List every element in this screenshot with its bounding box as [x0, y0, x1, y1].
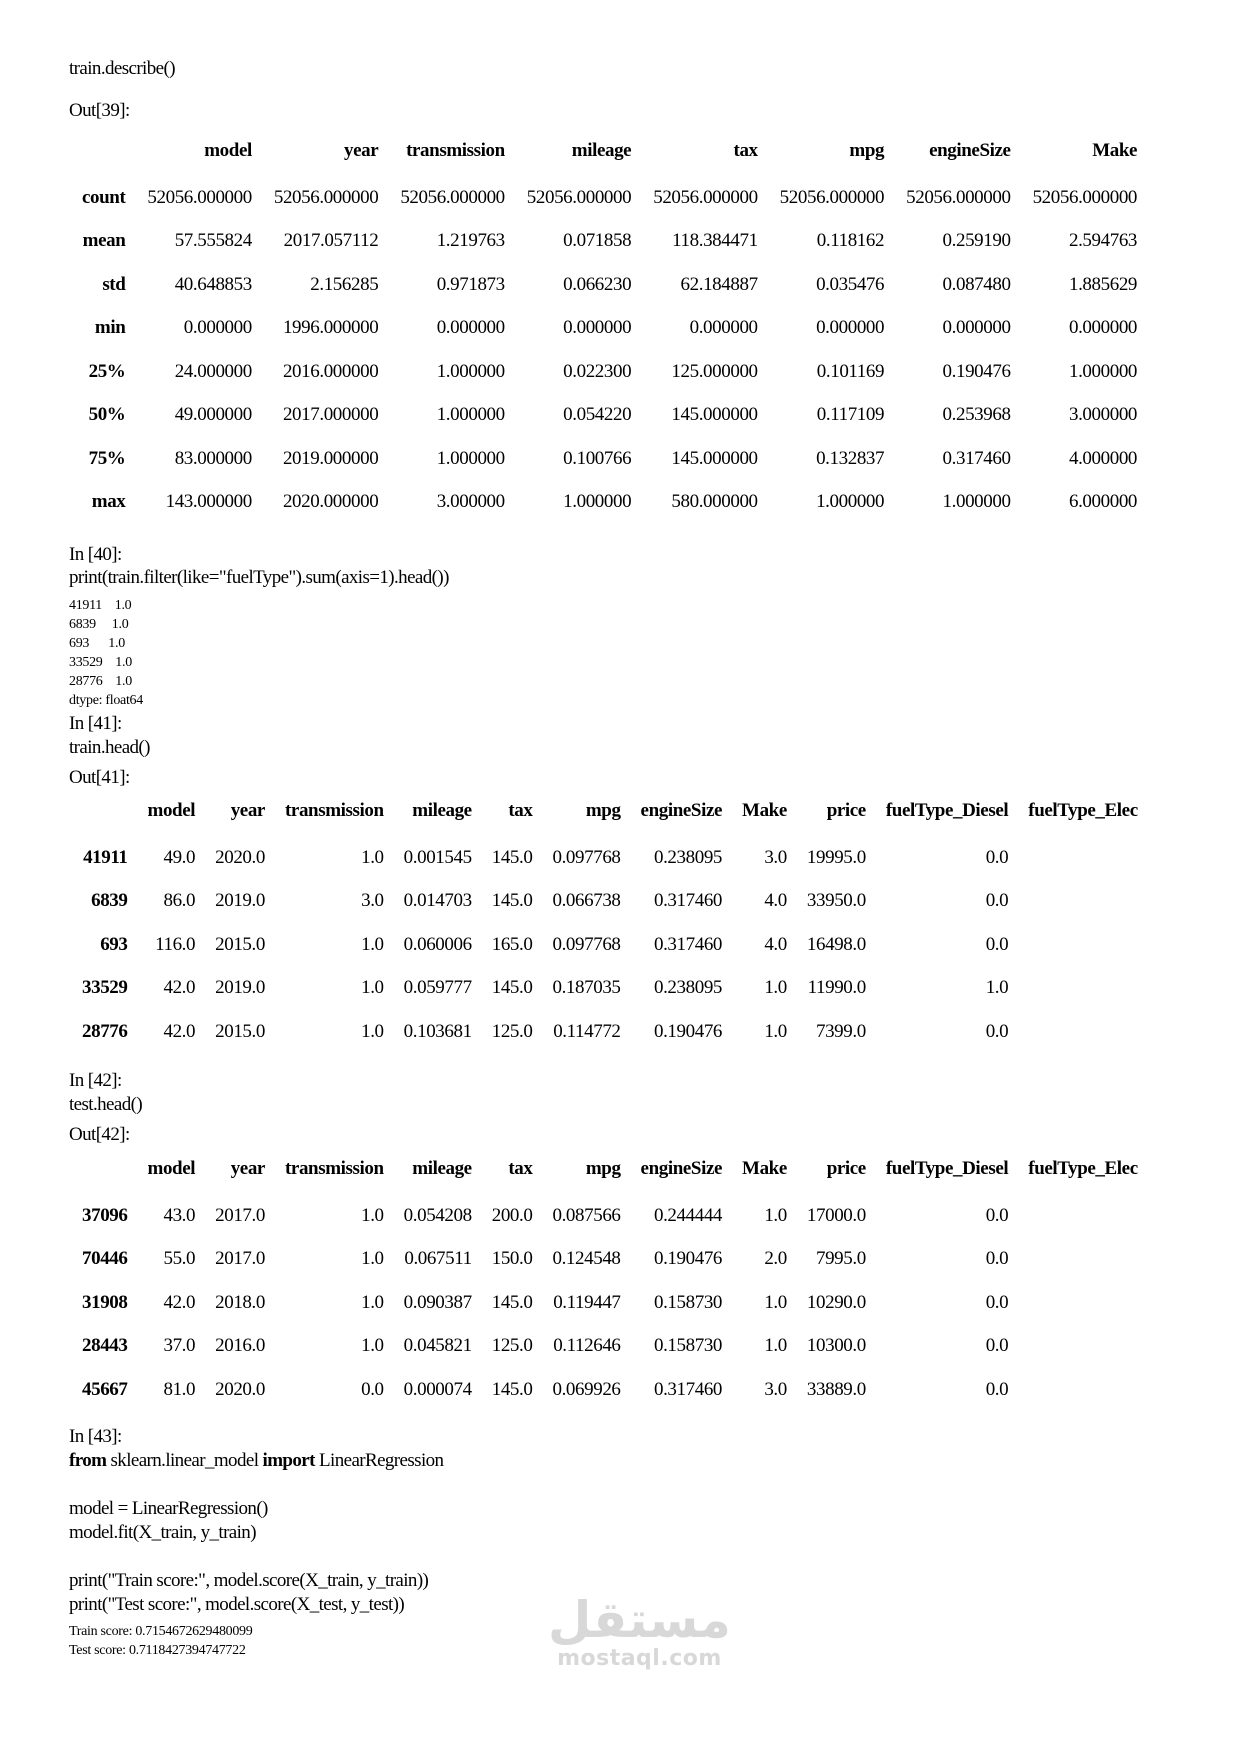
table-cell: 0.000000	[942, 317, 1011, 339]
table-cell: 0.158730	[653, 1335, 723, 1357]
table-cell: 1.0	[764, 1204, 787, 1226]
code-model-init: model = LinearRegression()	[69, 1498, 268, 1519]
table-cell: 0.066230	[563, 273, 632, 295]
table-cell: 0.071858	[563, 230, 632, 252]
table-cell: 145.0	[491, 846, 533, 868]
table-cell: 1.000000	[436, 447, 505, 469]
table-cell: 118.384471	[672, 230, 758, 252]
table-cell: 52056.000000	[653, 186, 758, 208]
column-header: year	[230, 800, 265, 821]
table-cell: 2020.0	[215, 846, 265, 868]
table-cell: 55.0	[163, 1248, 196, 1270]
table-cell: 0.000000	[436, 317, 505, 339]
table-cell	[1014, 1281, 1144, 1325]
table-cell: 1.219763	[436, 230, 505, 252]
table-cell	[1014, 1194, 1144, 1238]
table-cell: 2019.0	[215, 977, 265, 999]
column-header: fuelType_Diesel	[885, 1158, 1009, 1179]
table-cell: 43.0	[163, 1204, 196, 1226]
table-cell: 1.0	[361, 1020, 384, 1042]
row-index: mean	[82, 230, 126, 252]
table-cell: 1.0	[361, 933, 384, 955]
in-prompt-42: In [42]:	[69, 1070, 122, 1091]
table-cell: 2.0	[764, 1248, 787, 1270]
table-cell: 145.0	[491, 890, 533, 912]
table-cell: 0.244444	[653, 1204, 723, 1226]
table-cell: 10290.0	[806, 1291, 866, 1313]
table-cell: 52056.000000	[779, 186, 885, 208]
table-cell: 0.158730	[653, 1291, 723, 1313]
table-cell: 0.0	[985, 1204, 1009, 1226]
table-cell: 0.000000	[689, 317, 758, 339]
code-filter-sum: print(train.filter(like="fuelType").sum(axis=1).head())	[69, 567, 449, 588]
table-cell: 1.000000	[1068, 360, 1138, 382]
code-describe: train.describe()	[69, 58, 175, 79]
table-cell	[1014, 1325, 1144, 1369]
table-cell: 40.648853	[174, 273, 252, 295]
table-cell: 0.097768	[552, 846, 621, 868]
output-test-score: Test score: 0.7118427394747722	[69, 1643, 246, 1658]
table-cell	[1014, 1368, 1144, 1412]
table-cell: 116.0	[155, 933, 196, 955]
table-cell: 0.054220	[563, 404, 632, 426]
table-cell: 143.000000	[165, 491, 252, 513]
column-header: fuelType_Diesel	[885, 800, 1009, 821]
code-model-fit: model.fit(X_train, y_train)	[69, 1522, 256, 1543]
table-cell: 0.060006	[403, 933, 472, 955]
table-cell: 2017.0	[215, 1248, 265, 1270]
code-print-train: print("Train score:", model.score(X_train, y_train))	[69, 1570, 429, 1591]
column-header: mileage	[412, 800, 472, 821]
table-cell: 1.000000	[436, 360, 505, 382]
table-cell: 0.103681	[403, 1020, 472, 1042]
row-index: 70446	[82, 1248, 128, 1270]
table-cell	[1014, 1010, 1144, 1054]
row-index: max	[91, 491, 126, 513]
table-cell: 0.0	[985, 1248, 1009, 1270]
import-module: sklearn.linear_model	[106, 1450, 263, 1471]
table-cell: 81.0	[163, 1378, 196, 1400]
table-cell: 1.000000	[563, 491, 632, 513]
table-row	[68, 1194, 1144, 1238]
watermark-logo: مستقل	[548, 1591, 731, 1649]
column-header: year	[344, 140, 379, 161]
table-row	[68, 836, 1144, 880]
code-print-test: print("Test score:", model.score(X_test, y_test))	[69, 1594, 405, 1615]
column-header: price	[826, 800, 866, 821]
table-cell: 1.0	[361, 1248, 384, 1270]
row-index: 28776	[82, 1020, 128, 1042]
table-cell: 52056.000000	[1032, 186, 1138, 208]
output-train-score: Train score: 0.7154672629480099	[69, 1624, 253, 1639]
table-cell: 0.190476	[942, 360, 1011, 382]
table-cell: 0.0	[985, 1291, 1009, 1313]
table-cell: 0.087480	[942, 273, 1011, 295]
table-cell: 2015.0	[215, 933, 265, 955]
table-cell: 52056.000000	[526, 186, 632, 208]
table-cell: 2017.000000	[282, 404, 379, 426]
table-cell: 0.069926	[552, 1378, 621, 1400]
table-cell: 0.054208	[403, 1204, 472, 1226]
column-header: engineSize	[640, 1158, 723, 1179]
code-train-head: train.head()	[69, 737, 150, 758]
table-cell: 52056.000000	[906, 186, 1011, 208]
table-cell: 33950.0	[806, 890, 866, 912]
row-index: 25%	[88, 360, 126, 382]
table-cell: 2016.0	[215, 1335, 265, 1357]
column-header: price	[826, 1158, 866, 1179]
table-cell: 1.0	[361, 977, 384, 999]
table-cell: 0.000000	[1068, 317, 1138, 339]
output-line: dtype: float64	[69, 693, 143, 708]
table-cell: 2019.0	[215, 890, 265, 912]
table-cell: 145.0	[491, 1291, 533, 1313]
table-cell: 0.119447	[553, 1291, 621, 1313]
table-cell: 16498.0	[806, 933, 866, 955]
table-cell: 0.253968	[942, 404, 1011, 426]
table-cell: 0.117109	[816, 404, 885, 426]
table-cell: 2017.0	[215, 1204, 265, 1226]
table-cell: 2018.0	[215, 1291, 265, 1313]
table-cell: 1.0	[361, 1335, 384, 1357]
table-cell: 145.000000	[671, 447, 758, 469]
table-cell: 4.000000	[1068, 447, 1138, 469]
table-cell: 52056.000000	[147, 186, 252, 208]
table-cell: 10300.0	[806, 1335, 866, 1357]
header-row	[68, 800, 1144, 836]
row-index: 28443	[82, 1335, 128, 1357]
out-prompt-42: Out[42]:	[69, 1124, 130, 1145]
table-cell: 0.114772	[553, 1020, 621, 1042]
table-cell: 0.014703	[403, 890, 472, 912]
column-header: transmission	[406, 140, 505, 161]
column-header: transmission	[284, 1158, 384, 1179]
table-cell: 200.0	[491, 1204, 533, 1226]
column-header: mpg	[585, 800, 621, 821]
mostaql-watermark	[548, 1591, 731, 1671]
table-cell: 0.238095	[653, 846, 723, 868]
keyword-import: import	[262, 1450, 315, 1471]
table-cell: 86.0	[163, 890, 196, 912]
row-index: 50%	[88, 404, 126, 426]
table-cell: 0.000074	[403, 1378, 472, 1400]
column-header: mileage	[412, 1158, 472, 1179]
table-row	[68, 1238, 1144, 1282]
table-cell: 0.045821	[403, 1335, 472, 1357]
header-row	[68, 1158, 1144, 1194]
column-header: Make	[1092, 140, 1138, 161]
table-cell: 0.190476	[653, 1020, 723, 1042]
output-line: 33529 1.0	[69, 655, 132, 670]
table-cell: 0.035476	[816, 273, 885, 295]
column-header: mileage	[571, 140, 632, 161]
column-header: tax	[733, 140, 758, 161]
keyword-from: from	[69, 1450, 107, 1471]
table-cell: 0.067511	[404, 1248, 472, 1270]
output-line: 41911 1.0	[69, 598, 132, 613]
column-header: fuelType_Elec	[1028, 800, 1138, 821]
in-prompt-41: In [41]:	[69, 713, 122, 734]
table-cell: 2015.0	[215, 1020, 265, 1042]
row-index: 45667	[82, 1378, 128, 1400]
table-row	[68, 1368, 1144, 1412]
table-cell: 42.0	[163, 1291, 196, 1313]
row-index: 75%	[88, 447, 126, 469]
table-cell: 1.000000	[942, 491, 1011, 513]
table-cell: 125.0	[491, 1020, 533, 1042]
table-cell: 33889.0	[806, 1378, 866, 1400]
table-cell: 0.100766	[563, 447, 632, 469]
table-cell: 4.0	[764, 890, 787, 912]
table-cell: 49.000000	[174, 404, 252, 426]
table-cell: 145.0	[491, 1378, 533, 1400]
table-cell: 11990.0	[807, 977, 866, 999]
table-cell: 19995.0	[806, 846, 866, 868]
output-line: 693 1.0	[69, 636, 125, 651]
table-cell: 7995.0	[815, 1248, 866, 1270]
table-cell	[1014, 836, 1144, 880]
row-index: min	[94, 317, 126, 339]
table-cell: 7399.0	[815, 1020, 866, 1042]
out-prompt-39: Out[39]:	[69, 100, 130, 121]
row-index: 41911	[83, 846, 128, 868]
in-prompt-40: In [40]:	[69, 544, 122, 565]
table-cell: 17000.0	[806, 1204, 866, 1226]
table-cell: 1.0	[764, 1020, 787, 1042]
table-cell	[1014, 1238, 1144, 1282]
table-cell: 145.0	[491, 977, 533, 999]
table-cell: 0.066738	[552, 890, 621, 912]
table-cell: 0.317460	[653, 890, 723, 912]
table-cell: 0.000000	[563, 317, 632, 339]
table-row	[68, 1325, 1144, 1369]
column-header: fuelType_Elec	[1028, 1158, 1138, 1179]
table-cell: 0.0	[985, 1335, 1009, 1357]
table-cell: 0.001545	[403, 846, 472, 868]
table-cell: 1996.000000	[282, 317, 379, 339]
table-cell	[1014, 880, 1144, 924]
column-header: Make	[742, 1158, 787, 1179]
table-cell: 83.000000	[174, 447, 252, 469]
table-cell: 0.0	[985, 1020, 1009, 1042]
table-cell: 0.317460	[653, 1378, 723, 1400]
train-head-table	[68, 800, 1144, 1054]
column-header: model	[147, 1158, 196, 1179]
table-cell: 42.0	[163, 977, 196, 999]
table-cell: 37.0	[163, 1335, 196, 1357]
table-cell: 0.0	[985, 1378, 1009, 1400]
table-cell: 165.0	[491, 933, 533, 955]
table-cell: 49.0	[163, 846, 196, 868]
table-cell: 1.0	[361, 846, 384, 868]
table-cell: 3.000000	[436, 491, 505, 513]
table-row	[68, 967, 1144, 1011]
table-cell: 2016.000000	[282, 360, 379, 382]
table-cell: 0.187035	[552, 977, 621, 999]
table-cell: 0.124548	[552, 1248, 621, 1270]
out-prompt-41: Out[41]:	[69, 767, 130, 788]
table-cell	[1014, 923, 1144, 967]
table-cell: 2020.000000	[282, 491, 379, 513]
table-cell: 0.118162	[816, 230, 885, 252]
column-header: tax	[508, 1158, 533, 1179]
table-cell: 0.101169	[816, 360, 885, 382]
table-cell: 0.022300	[563, 360, 632, 382]
table-cell: 580.000000	[671, 491, 758, 513]
row-index: 37096	[82, 1204, 128, 1226]
table-cell: 3.000000	[1068, 404, 1138, 426]
row-index: std	[102, 273, 126, 295]
table-cell	[1014, 967, 1144, 1011]
table-row	[68, 923, 1144, 967]
table-cell: 0.190476	[653, 1248, 723, 1270]
table-cell: 0.000000	[816, 317, 885, 339]
table-cell: 1.0	[985, 977, 1009, 999]
table-cell: 0.0	[361, 1378, 384, 1400]
column-header: Make	[742, 800, 787, 821]
table-cell: 0.317460	[942, 447, 1011, 469]
table-cell: 125.0	[491, 1335, 533, 1357]
table-cell: 4.0	[764, 933, 787, 955]
column-header: year	[230, 1158, 265, 1179]
column-header	[68, 800, 134, 836]
table-cell: 0.0	[985, 846, 1009, 868]
table-cell: 0.132837	[816, 447, 885, 469]
table-cell: 1.885629	[1068, 273, 1138, 295]
output-line: 28776 1.0	[69, 674, 132, 689]
table-cell: 0.971873	[436, 273, 505, 295]
column-header: transmission	[284, 800, 384, 821]
table-cell: 1.000000	[436, 404, 505, 426]
table-cell: 1.0	[764, 1335, 787, 1357]
table-cell: 24.000000	[174, 360, 252, 382]
table-cell: 1.0	[764, 1291, 787, 1313]
table-cell: 1.0	[361, 1291, 384, 1313]
column-header: model	[204, 140, 252, 161]
column-header: engineSize	[640, 800, 723, 821]
row-index: count	[82, 186, 126, 208]
table-cell: 1.0	[361, 1204, 384, 1226]
row-index: 31908	[82, 1291, 128, 1313]
table-cell: 0.112646	[553, 1335, 621, 1357]
table-row	[68, 1010, 1144, 1054]
table-cell: 2.594763	[1068, 230, 1138, 252]
table-row	[68, 1281, 1144, 1325]
table-cell: 3.0	[361, 890, 384, 912]
table-cell: 2020.0	[215, 1378, 265, 1400]
row-index: 33529	[82, 977, 128, 999]
column-header: tax	[508, 800, 533, 821]
column-header: mpg	[585, 1158, 621, 1179]
column-header: model	[147, 800, 196, 821]
table-row	[68, 880, 1144, 924]
watermark-text: mostaql.com	[557, 1646, 722, 1671]
table-cell: 0.0	[985, 890, 1009, 912]
in-prompt-43: In [43]:	[69, 1426, 122, 1447]
column-header: mpg	[849, 140, 885, 161]
row-index: 6839	[91, 890, 128, 912]
table-cell: 2017.057112	[283, 230, 379, 252]
code-test-head: test.head()	[69, 1094, 143, 1115]
table-cell: 0.059777	[403, 977, 472, 999]
table-cell: 2.156285	[310, 273, 379, 295]
table-cell: 1.0	[764, 977, 787, 999]
import-name: LinearRegression	[314, 1450, 444, 1471]
table-cell: 2019.000000	[282, 447, 379, 469]
table-cell: 6.000000	[1068, 491, 1138, 513]
table-cell: 0.090387	[403, 1291, 472, 1313]
table-cell: 0.238095	[653, 977, 723, 999]
table-cell: 3.0	[764, 846, 787, 868]
code-import	[69, 1450, 443, 1472]
table-cell: 62.184887	[680, 273, 758, 295]
table-cell: 145.000000	[671, 404, 758, 426]
table-cell: 0.317460	[653, 933, 723, 955]
table-cell: 3.0	[764, 1378, 787, 1400]
table-cell: 125.000000	[671, 360, 758, 382]
table-cell: 0.259190	[942, 230, 1011, 252]
table-cell: 52056.000000	[400, 186, 505, 208]
table-cell: 0.087566	[552, 1204, 621, 1226]
table-cell: 42.0	[163, 1020, 196, 1042]
table-cell: 57.555824	[174, 230, 252, 252]
table-cell: 52056.000000	[273, 186, 379, 208]
table-cell: 150.0	[491, 1248, 533, 1270]
table-cell: 0.0	[985, 933, 1009, 955]
test-head-table	[68, 1158, 1144, 1412]
row-index: 693	[100, 933, 128, 955]
output-line: 6839 1.0	[69, 617, 129, 632]
table-cell: 0.097768	[552, 933, 621, 955]
table-cell: 1.000000	[816, 491, 885, 513]
column-header	[68, 1158, 134, 1194]
table-cell: 0.000000	[183, 317, 252, 339]
column-header: engineSize	[929, 140, 1011, 161]
